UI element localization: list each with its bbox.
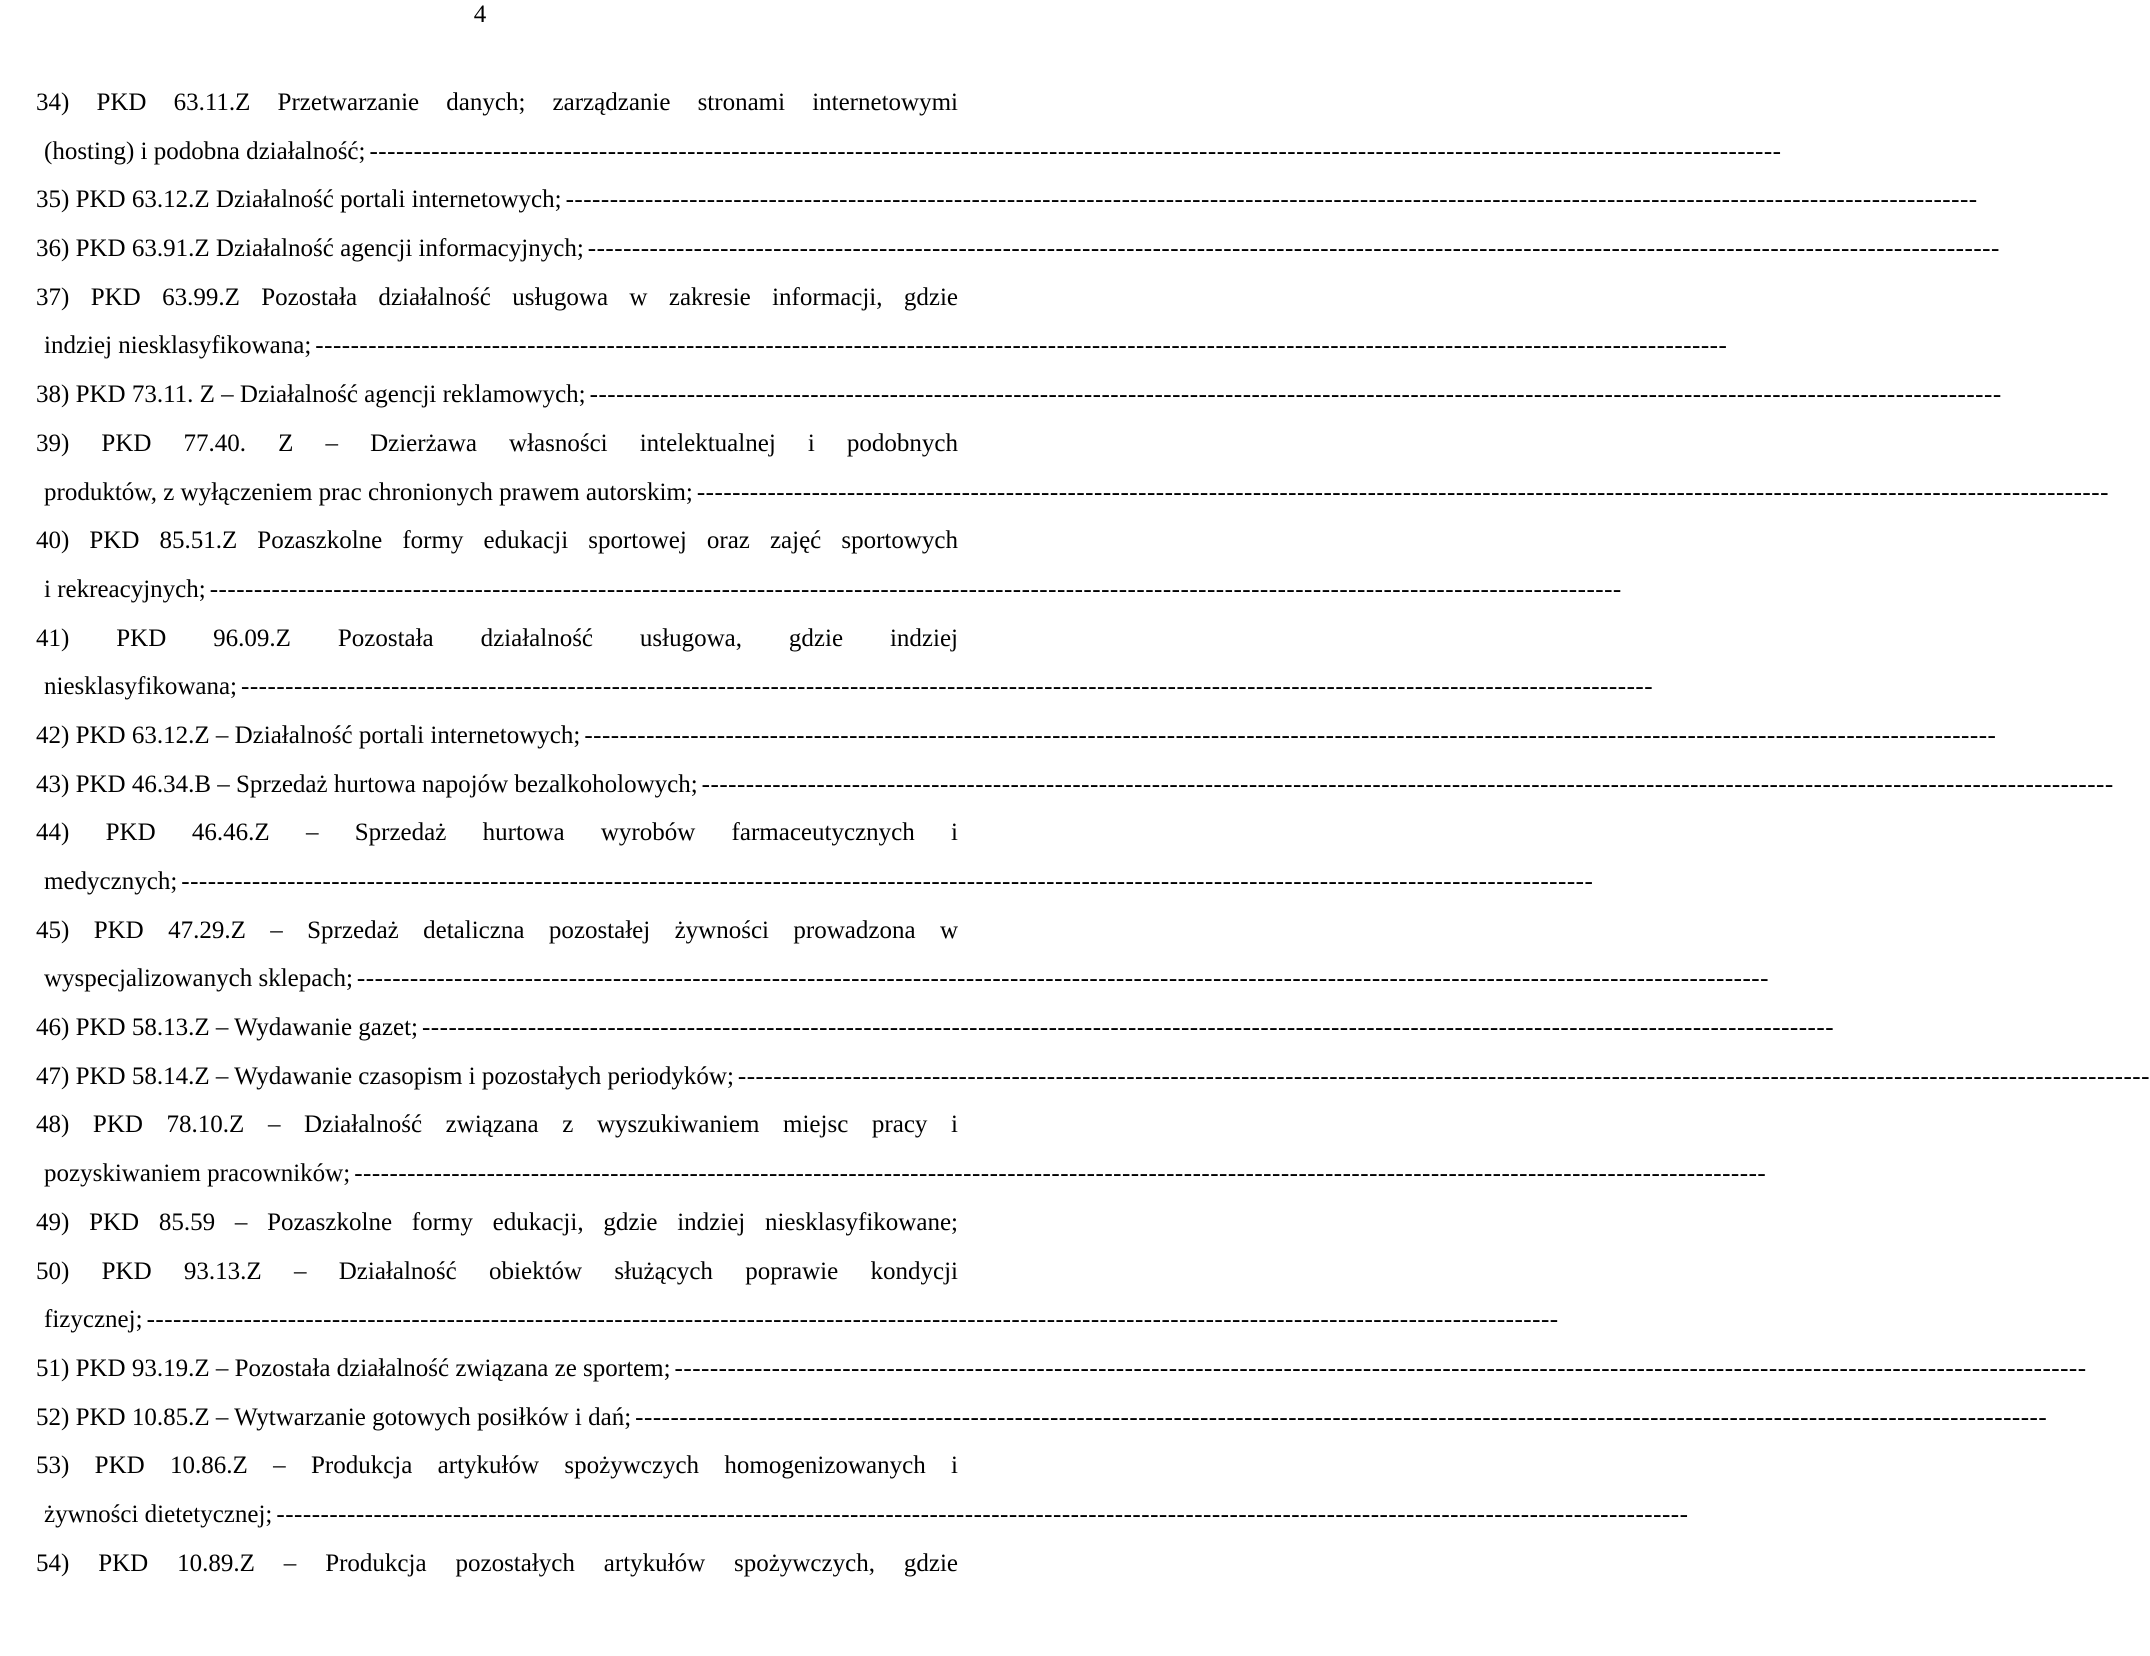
list-item-text: 47) PKD 58.14.Z – Wydawanie czasopism i pozostałych periodyków; — [36, 1062, 734, 1090]
list-item-text: pozyskiwaniem pracowników; — [44, 1160, 351, 1188]
list-item — [36, 907, 1769, 1004]
list-item-line — [36, 322, 1728, 371]
list-item — [36, 176, 1978, 225]
list-item-line — [36, 1296, 1559, 1345]
list-item — [36, 1101, 1767, 1198]
list-item — [36, 1248, 1559, 1345]
list-item — [36, 1540, 958, 1589]
dash-leader: ---------------------------------------------------------------------------------------------------------------------------------------------------------------- — [354, 1160, 1767, 1188]
list-item-text: 42) PKD 63.12.Z – Działalność portali internetowych; — [36, 721, 581, 749]
list-item-line — [36, 1004, 1835, 1053]
dash-leader: ---------------------------------------------------------------------------------------------------------------------------------------------------------------- — [674, 1354, 2087, 1382]
dash-leader: ---------------------------------------------------------------------------------------------------------------------------------------------------------------- — [565, 186, 1978, 214]
list-item-line — [36, 1394, 2048, 1443]
list-item-text: 49) PKD 85.59 – Pozaszkolne formy edukacji, gdzie indziej niesklasyfikowane; — [36, 1208, 958, 1236]
list-item-text: wyspecjalizowanych sklepach; — [44, 965, 353, 993]
dash-leader: ---------------------------------------------------------------------------------------------------------------------------------------------------------------- — [276, 1500, 1689, 1528]
list-item-text: 43) PKD 46.34.B – Sprzedaż hurtowa napojów bezalkoholowych; — [36, 770, 698, 798]
list-item — [36, 79, 1782, 176]
list-item-text: 52) PKD 10.85.Z – Wytwarzanie gotowych posiłków i dań; — [36, 1403, 632, 1431]
list-item-line — [36, 371, 2002, 420]
list-item-text: 50) PKD 93.13.Z – Działalność obiektów służących poprawie kondycji — [36, 1257, 958, 1285]
list-item — [36, 615, 1654, 712]
dash-leader: ---------------------------------------------------------------------------------------------------------------------------------------------------------------- — [146, 1306, 1559, 1334]
list-item — [36, 1004, 1835, 1053]
list-item-line — [36, 1199, 958, 1248]
list-item-text: 36) PKD 63.91.Z Działalność agencji informacyjnych; — [36, 235, 584, 263]
dash-leader: ---------------------------------------------------------------------------------------------------------------------------------------------------------------- — [369, 137, 1782, 165]
list-item — [36, 1442, 1689, 1539]
dash-leader: ---------------------------------------------------------------------------------------------------------------------------------------------------------------- — [696, 478, 2109, 506]
dash-leader: ---------------------------------------------------------------------------------------------------------------------------------------------------------------- — [356, 965, 1769, 993]
list-item — [36, 1053, 2150, 1102]
list-item-text: 53) PKD 10.86.Z – Produkcja artykułów spożywczych homogenizowanych i — [36, 1452, 958, 1480]
list-item-text: 44) PKD 46.46.Z – Sprzedaż hurtowa wyrobów farmaceutycznych i — [36, 819, 958, 847]
dash-leader: ---------------------------------------------------------------------------------------------------------------------------------------------------------------- — [584, 721, 1997, 749]
list-item-text: 45) PKD 47.29.Z – Sprzedaż detaliczna pozostałej żywności prowadzona w — [36, 916, 958, 944]
list-item-text: 46) PKD 58.13.Z – Wydawanie gazet; — [36, 1014, 418, 1042]
dash-leader: ---------------------------------------------------------------------------------------------------------------------------------------------------------------- — [737, 1062, 2150, 1090]
list-item-line — [36, 1491, 1689, 1540]
list-item-text: 41) PKD 96.09.Z Pozostała działalność usługowa, gdzie indziej — [36, 624, 958, 652]
list-item-text: 40) PKD 85.51.Z Pozaszkolne formy edukacji sportowej oraz zajęć sportowych — [36, 527, 958, 555]
list-item-line — [36, 128, 1782, 177]
list-item — [36, 712, 1997, 761]
list-item-line — [36, 1101, 958, 1150]
list-item-line — [36, 615, 958, 664]
list-item-line — [36, 274, 958, 323]
list-item-line — [36, 1540, 958, 1589]
dash-leader: ---------------------------------------------------------------------------------------------------------------------------------------------------------------- — [421, 1014, 1835, 1042]
list-item — [36, 420, 2109, 517]
list-item — [36, 1199, 958, 1248]
list-item-text: fizycznej; — [44, 1306, 143, 1334]
list-item-line — [36, 858, 1594, 907]
list-item-line — [36, 809, 958, 858]
list-item-line — [36, 663, 1654, 712]
list-item-line — [36, 955, 1769, 1004]
list-item-line — [36, 1442, 958, 1491]
list-item-text: żywności dietetycznej; — [44, 1500, 273, 1528]
list-item-text: 37) PKD 63.99.Z Pozostała działalność usługowa w zakresie informacji, gdzie — [36, 283, 958, 311]
list-item-text: (hosting) i podobna działalność; — [44, 137, 366, 165]
list-item-line — [36, 1053, 2150, 1102]
list-item — [36, 517, 1622, 614]
dash-leader: ---------------------------------------------------------------------------------------------------------------------------------------------------------------- — [241, 673, 1654, 701]
list-item-text: produktów, z wyłączeniem prac chronionych prawem autorskim; — [44, 478, 693, 506]
dash-leader: ---------------------------------------------------------------------------------------------------------------------------------------------------------------- — [635, 1403, 2048, 1431]
list-item-text: niesklasyfikowana; — [44, 673, 238, 701]
list-item-text: indziej niesklasyfikowana; — [44, 332, 312, 360]
list-item-line — [36, 566, 1622, 615]
list-item-text: 35) PKD 63.12.Z Działalność portali internetowych; — [36, 186, 562, 214]
list-item — [36, 371, 2002, 420]
list-item — [36, 1345, 2087, 1394]
list-item-text: medycznych; — [44, 868, 178, 895]
dash-leader: ---------------------------------------------------------------------------------------------------------------------------------------------------------------- — [315, 332, 1728, 360]
list-item-line — [36, 761, 2114, 810]
dash-leader: ---------------------------------------------------------------------------------------------------------------------------------------------------------------- — [701, 770, 2114, 798]
page-number: 4 — [473, 1, 487, 28]
list-item — [36, 761, 2114, 810]
list-item-text: 34) PKD 63.11.Z Przetwarzanie danych; zarządzanie stronami internetowymi — [36, 89, 958, 116]
list-item-line — [36, 469, 2109, 518]
list-item-text: 38) PKD 73.11. Z – Działalność agencji reklamowych; — [36, 381, 586, 409]
list-item-text: 51) PKD 93.19.Z – Pozostała działalność związana ze sportem; — [36, 1354, 671, 1382]
list-item — [36, 274, 1728, 371]
list-item-text: 54) PKD 10.89.Z – Produkcja pozostałych artykułów spożywczych, gdzie — [36, 1549, 958, 1577]
list-item-line — [36, 1345, 2087, 1394]
dash-leader: ---------------------------------------------------------------------------------------------------------------------------------------------------------------- — [587, 235, 2000, 263]
list-item-line — [36, 176, 1978, 225]
dash-leader: ---------------------------------------------------------------------------------------------------------------------------------------------------------------- — [589, 381, 2002, 409]
list-item — [36, 809, 1594, 906]
list-item — [36, 1394, 2048, 1443]
list-item-text: 48) PKD 78.10.Z – Działalność związana z wyszukiwaniem miejsc pracy i — [36, 1111, 958, 1139]
list-item-line — [36, 517, 958, 566]
list-item-line — [36, 225, 2000, 274]
list-item-line — [36, 712, 1997, 761]
list-item-text: i rekreacyjnych; — [44, 575, 206, 603]
pkd-activity-list — [36, 79, 2150, 1588]
list-item-line — [36, 420, 958, 469]
list-item — [36, 225, 2000, 274]
list-item-line — [36, 79, 958, 128]
dash-leader: ---------------------------------------------------------------------------------------------------------------------------------------------------------------- — [209, 575, 1622, 603]
dash-leader: ---------------------------------------------------------------------------------------------------------------------------------------------------------------- — [181, 868, 1594, 895]
list-item-line — [36, 1150, 1767, 1199]
list-item-line — [36, 1248, 958, 1297]
list-item-text: 39) PKD 77.40. Z – Dzierżawa własności intelektualnej i podobnych — [36, 429, 958, 457]
list-item-line — [36, 907, 958, 956]
